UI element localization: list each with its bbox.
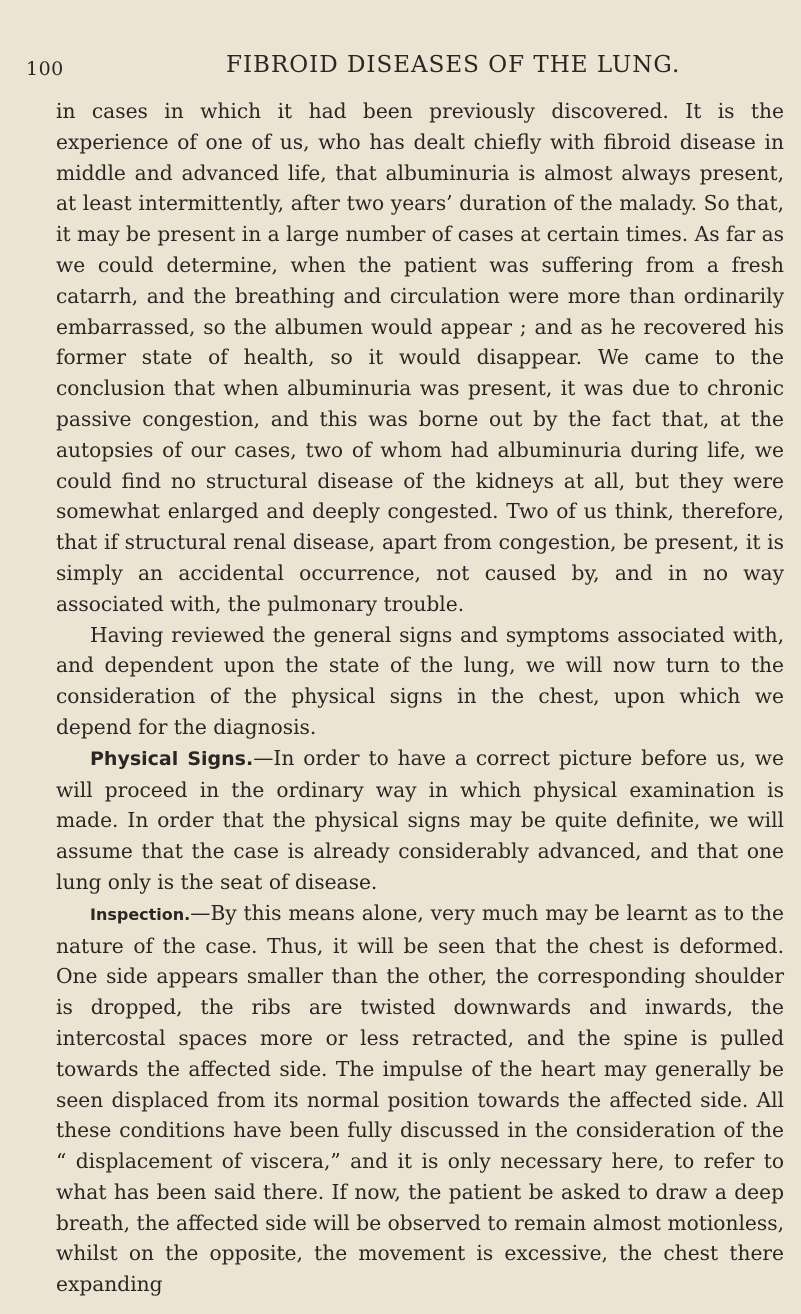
heading-physical-signs: Physical Signs. xyxy=(90,747,254,770)
running-title: FIBROID DISEASES OF THE LUNG. xyxy=(226,52,681,78)
paragraph-albuminuria: in cases in which it had been previously discovered. It is the experience of one of us, who has dealt chiefly with fibroid disease in middle and advanced life, that albuminuria is almost always present, at least intermittently, after two years’ duration of the malady. So that, it may be present in a large number of cases at certain times. As far as we could determine, when the patient was suffering from a fresh catarrh, and the breathing and circulation were more than ordinarily embarrassed, so the albumen would appear ; and as he recovered his former state of health, so it would disappear. We came to the conclusion that when albuminuria was present, it was due to chronic passive congestion, and this was borne out by the fact that, at the autopsies of our cases, two of whom had albuminuria during life, we could find no structural disease of the kidneys at all, but they were somewhat enlarged and deeply congested. Two of us think, therefore, that if structural renal disease, apart from congestion, be present, it is simply an accidental occurrence, not caused by, and in no way associated with, the pulmonary trouble. xyxy=(56,99,784,616)
inspection-text: —By this means alone, very much may be learnt as to the nature of the case. Thus, it will be seen that the chest is deformed. One side appears smaller than the other, the corresponding shoulder is dropped, the ribs are twisted downwards and inwards, the intercostal spaces more or less retracted, and the spine is pulled towards the affected side. The impulse of the heart may generally be seen displaced from its normal position towards the affected side. All these conditions have been fully discussed in the consideration of the “ displacement of viscera,” and it is only necessary here, to refer to what has been said there. If now, the patient be asked to draw a deep breath, the affected side will be observed to remain almost motionless, whilst on the opposite, the movement is excessive, the chest there expanding xyxy=(56,900,784,1297)
heading-inspection: Inspection. xyxy=(90,904,191,924)
paragraph-physical-signs xyxy=(56,743,784,898)
paragraph-transition: Having reviewed the general signs and symptoms associated with, and dependent upon the state of the lung, we will now turn to the consideration of the physical signs in the chest, upon which we depend for the diagnosis. xyxy=(56,622,784,739)
paragraph-inspection xyxy=(56,898,784,1300)
body-text xyxy=(56,96,784,1300)
page-number: 100 xyxy=(26,58,64,80)
running-head xyxy=(26,52,786,92)
physical-signs-text: —In order to have a correct picture before us, we will proceed in the ordinary way in which physical examination is made. In order that the physical signs may be quite definite, we will assume that the case is already considerably advanced, and that one lung only is the seat of disease. xyxy=(56,745,784,894)
